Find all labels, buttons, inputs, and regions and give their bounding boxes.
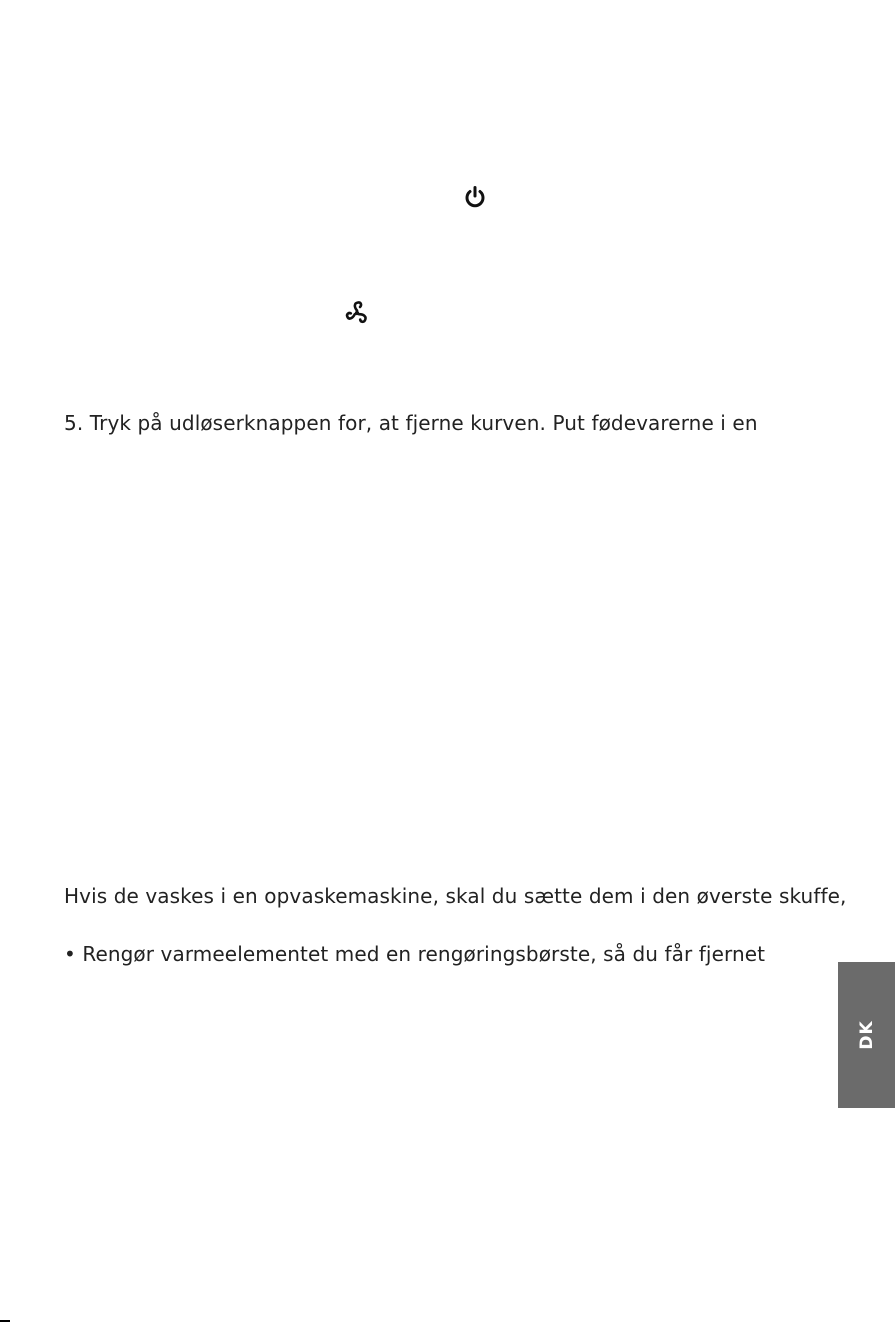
instruction-step-5: 5. Tryk på udløserknappen for, at fjerne kurven. Put fødevarerne i en bbox=[64, 411, 758, 435]
crop-mark bbox=[0, 1320, 10, 1322]
language-tab-label: DK bbox=[856, 1020, 877, 1050]
dishwasher-note: Hvis de vaskes i en opvaskemaskine, skal du sætte dem i den øverste skuffe, bbox=[64, 884, 847, 908]
fan-icon bbox=[344, 300, 370, 326]
cleaning-bullet: • Rengør varmeelementet med en rengøringsbørste, så du får fjernet bbox=[64, 942, 766, 966]
language-tab bbox=[838, 962, 895, 1108]
power-icon bbox=[463, 185, 487, 209]
